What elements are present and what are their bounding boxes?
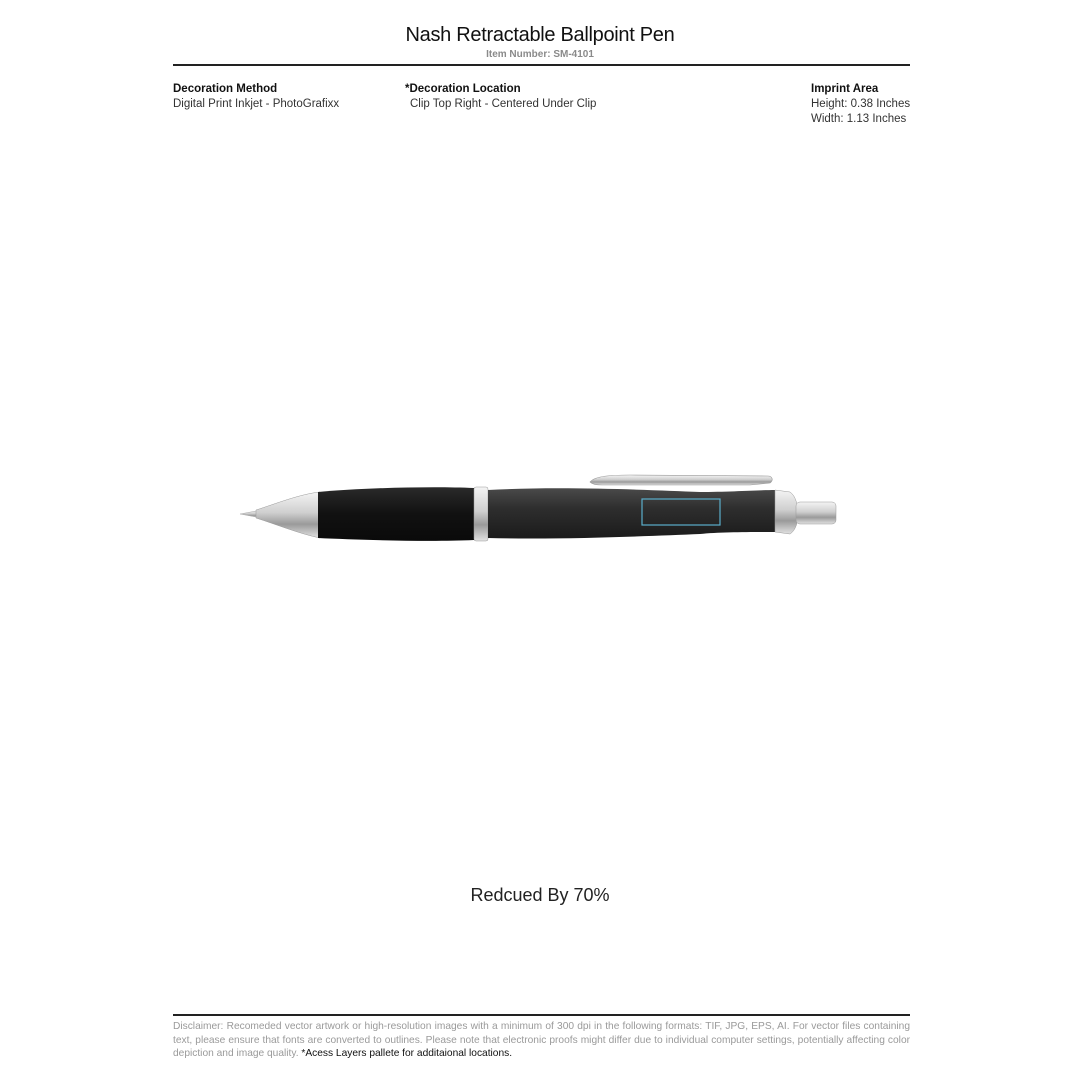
imprint-width: Width: 1.13 Inches — [811, 113, 907, 125]
pen-barrel — [488, 488, 775, 538]
product-title: Nash Retractable Ballpoint Pen — [405, 24, 675, 46]
layers-note: *Acess Layers pallete for additaional locations. — [301, 1048, 513, 1059]
decoration-location-block — [405, 82, 596, 112]
header-divider — [173, 64, 910, 66]
pen-rear-cap — [775, 490, 798, 534]
decoration-location-value: Clip Top Right - Centered Under Clip — [410, 98, 597, 110]
imprint-area-block — [811, 82, 910, 127]
disclaimer — [173, 1020, 910, 1061]
pen-front-cone — [256, 492, 320, 538]
pen-grip — [318, 487, 474, 541]
imprint-height: Height: 0.38 Inches — [811, 98, 911, 110]
decoration-method-block — [173, 82, 339, 112]
pen-clip — [590, 475, 772, 485]
item-number: Item Number: SM-4101 — [486, 49, 594, 60]
pen-center-ring — [474, 487, 488, 541]
disclaimer-text: Disclaimer: Recomeded vector artwork or high-resolution images with a minimum of 300 dpi in the following formats: TIF, JPG, EPS, AI. For vector files containing text, please ensure that fonts are converted to outlines. Please note that electronic proofs might differ due to individual computer settings, potentially affecting color depiction and image quality. — [173, 1021, 910, 1059]
scale-note: Redcued By 70% — [470, 885, 610, 905]
decoration-method-value: Digital Print Inkjet - PhotoGrafixx — [173, 98, 340, 110]
footer-divider — [173, 1014, 910, 1016]
imprint-area-label: Imprint Area — [811, 83, 879, 95]
decoration-location-label: *Decoration Location — [405, 83, 521, 95]
pen-plunger — [796, 502, 836, 524]
decoration-method-label: Decoration Method — [173, 83, 278, 95]
pen-image — [230, 470, 850, 550]
